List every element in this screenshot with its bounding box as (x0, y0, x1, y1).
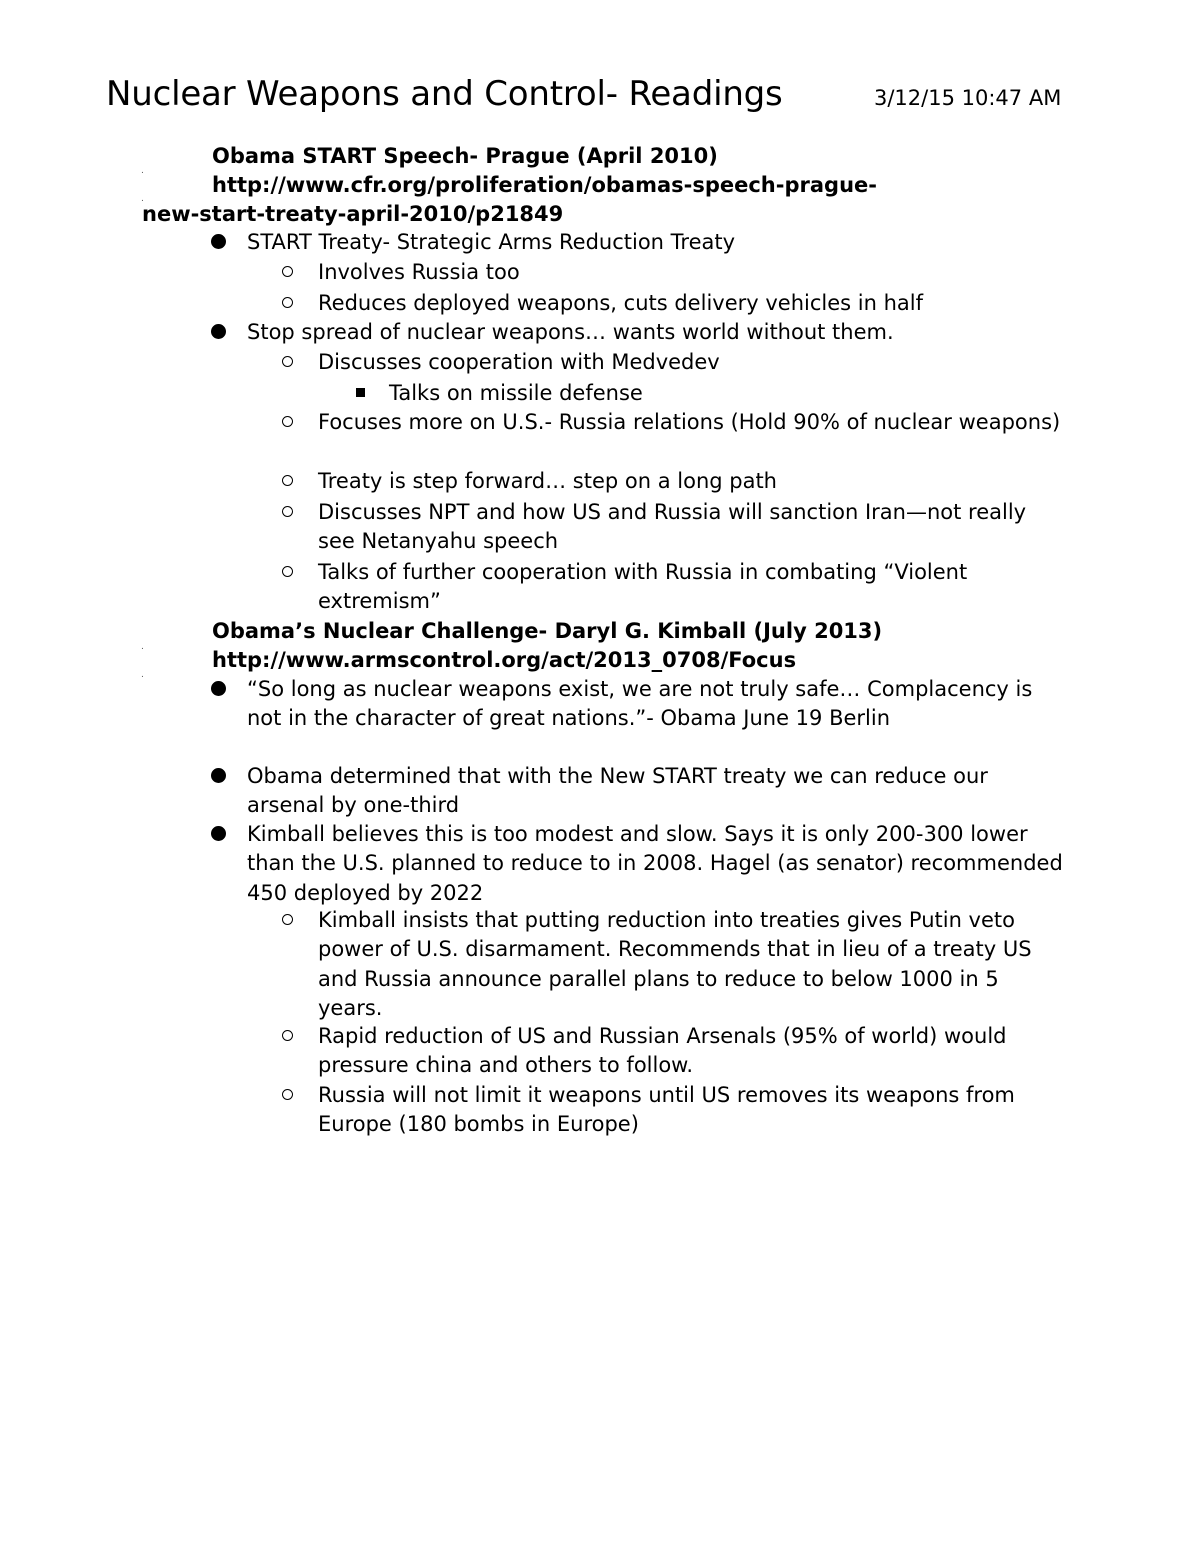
list-item-text: Discusses NPT and how US and Russia will sanction Iran—not really see Netanyahu speech (318, 500, 1027, 554)
bullet-ring-icon (282, 467, 293, 496)
list-item-text: Involves Russia too (318, 260, 520, 284)
bullet-ring-icon (282, 1081, 293, 1110)
bullet-ring-icon (282, 1022, 293, 1051)
bullet-ring-icon (282, 348, 293, 377)
bullet-ring-icon (282, 408, 293, 437)
list-item-text: Rapid reduction of US and Russian Arsenals (95% of world) would pressure china and others to follow. (318, 1024, 1007, 1078)
list-item-text: Stop spread of nuclear weapons… wants world without them. (247, 320, 894, 344)
list-item (318, 289, 1063, 318)
bullet-dot-icon (211, 228, 226, 257)
list-item (318, 906, 1063, 1023)
page-title: Nuclear Weapons and Control- Readings (106, 74, 783, 114)
bullet-dot-icon (211, 762, 226, 791)
list-item-text: Kimball insists that putting reduction into treaties gives Putin veto power of U.S. disarmament. Recommends that in lieu of a treaty US and Russia announce parallel plans to reduce to below 1000 in 5 years. (318, 908, 1032, 1020)
section-heading-kimball: Obama’s Nuclear Challenge- Daryl G. Kimball (July 2013) (212, 619, 883, 643)
list-item (318, 467, 1063, 496)
bullet-square-icon (356, 379, 365, 408)
bullet-ring-icon (282, 498, 293, 527)
list-item-text: Focuses more on U.S.- Russia relations (Hold 90% of nuclear weapons) (318, 410, 1061, 434)
list-item-text: Reduces deployed weapons, cuts delivery vehicles in half (318, 291, 923, 315)
list-item (318, 558, 1063, 617)
list-item (247, 820, 1067, 908)
section-url-line-2: new-start-treaty-april-2010/p21849 (142, 202, 564, 226)
bullet-ring-icon (282, 258, 293, 287)
bullet-dot-icon (211, 318, 226, 347)
list-item-text: Russia will not limit it weapons until US removes its weapons from Europe (180 bombs in Europe) (318, 1083, 1015, 1137)
section-marker: . (141, 194, 144, 204)
section-marker: . (141, 166, 144, 176)
section-url-line-1: http://www.armscontrol.org/act/2013_0708/Focus (212, 648, 797, 672)
bullet-ring-icon (282, 558, 293, 587)
bullet-ring-icon (282, 289, 293, 318)
section-heading-start-speech: Obama START Speech- Prague (April 2010) (212, 144, 718, 168)
list-item-text: Talks on missile defense (389, 381, 643, 405)
bullet-dot-icon (211, 675, 226, 704)
list-item (247, 675, 1067, 734)
bullet-dot-icon (211, 820, 226, 849)
section-url-line-1: http://www.cfr.org/proliferation/obamas-speech-prague- (212, 173, 877, 197)
list-item (318, 1081, 1063, 1140)
section-marker: . (141, 670, 144, 680)
list-item (247, 228, 1067, 257)
list-item-text: Discusses cooperation with Medvedev (318, 350, 720, 374)
bullet-ring-icon (282, 906, 293, 935)
list-item (318, 348, 1063, 377)
list-item-text: START Treaty- Strategic Arms Reduction Treaty (247, 230, 736, 254)
list-item (389, 379, 1059, 408)
list-item (247, 318, 1067, 347)
list-item (247, 762, 1067, 821)
list-item (318, 408, 1063, 437)
list-item (318, 498, 1063, 557)
list-item-text: Kimball believes this is too modest and slow. Says it is only 200-300 lower than the U.S. planned to reduce to in 2008. Hagel (as senator) recommended 450 deployed by 2022 (247, 822, 1063, 905)
timestamp: 3/12/15 10:47 AM (874, 86, 1062, 110)
list-item-text: Treaty is step forward… step on a long path (318, 469, 777, 493)
list-item-text: Obama determined that with the New START treaty we can reduce our arsenal by one-third (247, 764, 988, 818)
section-marker: . (141, 642, 144, 652)
list-item (318, 258, 1063, 287)
list-item-text: “So long as nuclear weapons exist, we are not truly safe… Complacency is not in the character of great nations.”- Obama June 19 Berlin (247, 677, 1033, 731)
list-item (318, 1022, 1063, 1081)
list-item-text: Talks of further cooperation with Russia in combating “Violent extremism” (318, 560, 968, 614)
